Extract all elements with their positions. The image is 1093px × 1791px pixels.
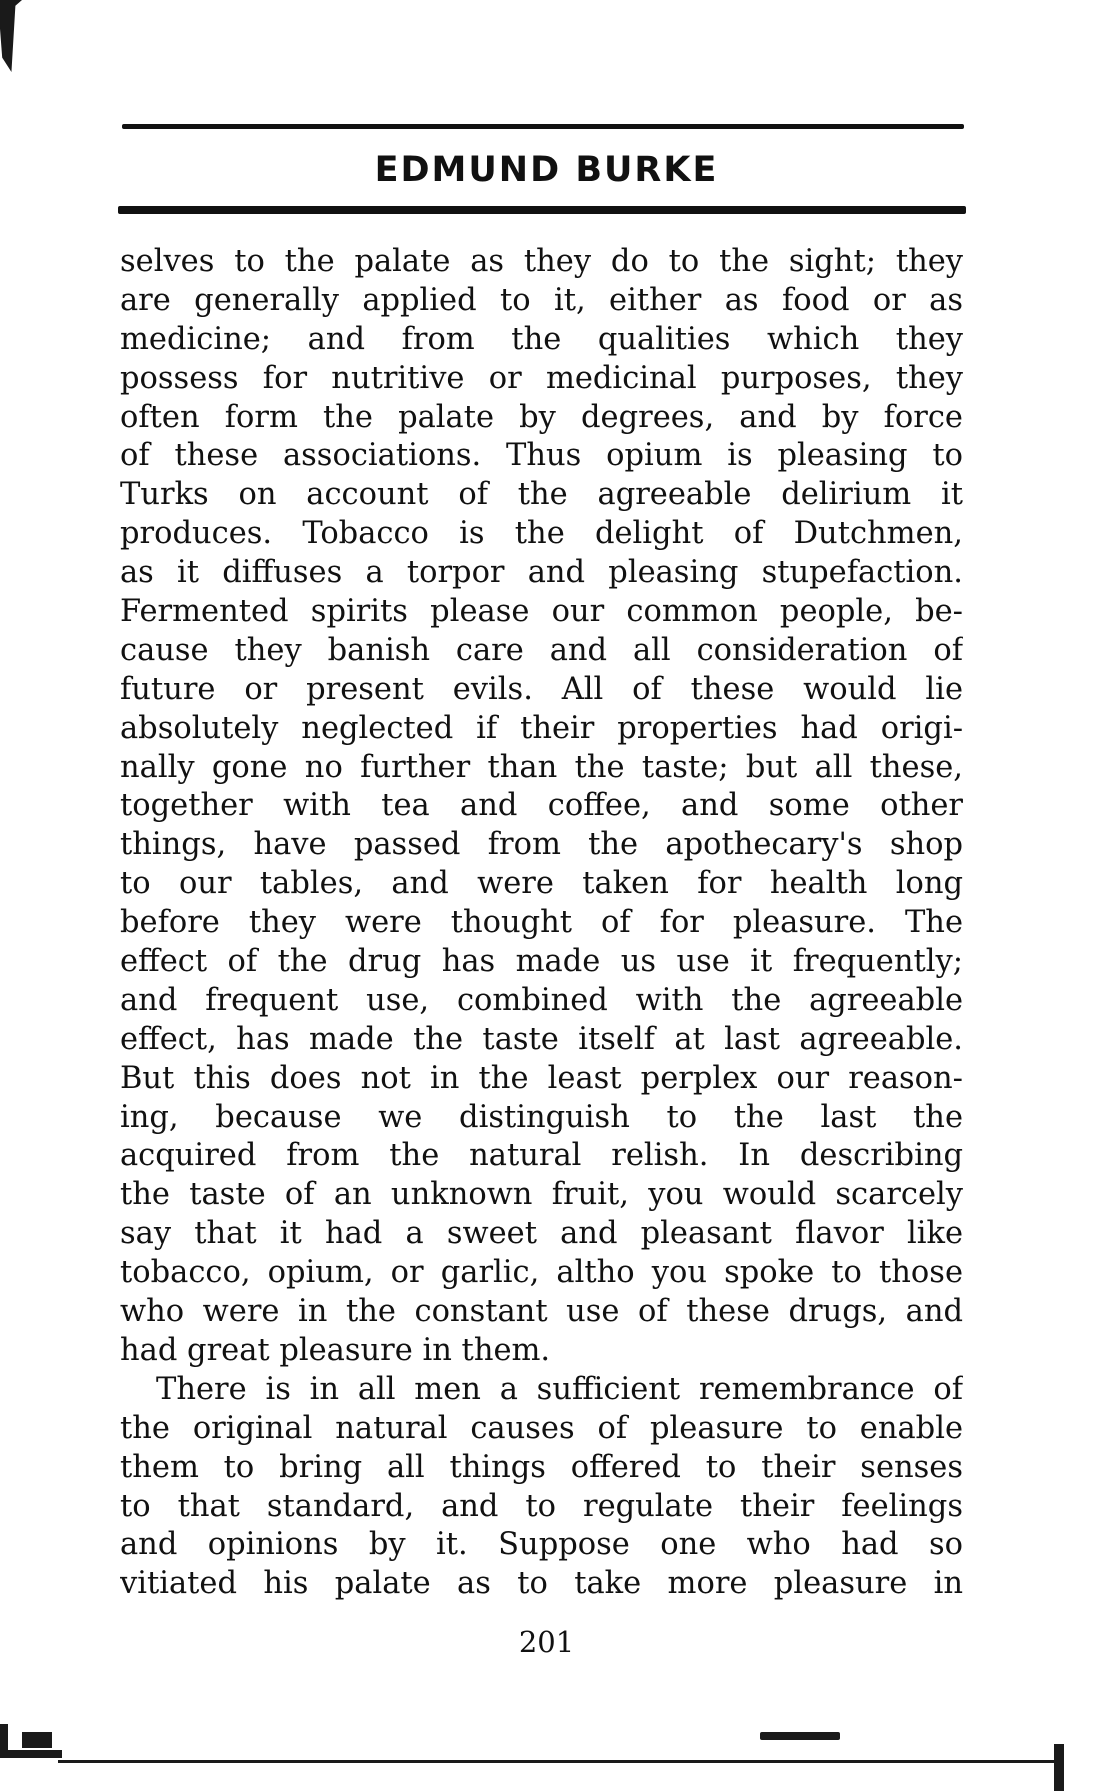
text-line: effect, has made the taste itself at last agreeable. — [120, 1021, 963, 1057]
scan-bottom-edge — [58, 1760, 1058, 1763]
text-line: medicine; and from the qualities which they — [120, 321, 963, 357]
text-line: future or present evils. All of these would lie — [120, 671, 963, 707]
text-line: say that it had a sweet and pleasant flavor like — [120, 1216, 963, 1252]
text-line: are generally applied to it, either as food or as — [120, 282, 963, 318]
text-line: ing, because we distinguish to the last the — [120, 1099, 963, 1135]
text-line: Fermented spirits please our common people, be- — [120, 594, 963, 630]
text-line: and opinions by it. Suppose one who had so — [120, 1527, 963, 1563]
text-line: before they were thought of for pleasure. The — [120, 905, 963, 941]
header-rule-bottom — [118, 206, 966, 214]
text-line: who were in the constant use of these drugs, and — [120, 1294, 963, 1330]
text-line: together with tea and coffee, and some other — [120, 788, 963, 824]
text-line: the taste of an unknown fruit, you would scarcely — [120, 1177, 963, 1213]
text-line: of these associations. Thus opium is pleasing to — [120, 438, 963, 474]
scan-corner-mark-right — [1054, 1744, 1064, 1791]
body-text — [120, 243, 963, 1604]
text-line: to our tables, and were taken for health long — [120, 866, 963, 902]
text-line: possess for nutritive or medicinal purposes, they — [120, 360, 963, 396]
scan-corner-mark-bottom — [0, 1724, 62, 1758]
page-number: 201 — [518, 1625, 575, 1659]
text-line: selves to the palate as they do to the sight; they — [120, 244, 963, 279]
paragraph-end-line: had great pleasure in them. — [120, 1332, 551, 1368]
scan-smudge — [760, 1732, 840, 1740]
scan-corner-mark — [0, 0, 22, 72]
text-line: produces. Tobacco is the delight of Dutchmen, — [120, 516, 963, 552]
text-line: tobacco, opium, or garlic, altho you spoke to those — [120, 1255, 963, 1291]
text-line: Turks on account of the agreeable delirium it — [120, 477, 963, 513]
header-rule-top — [122, 124, 964, 129]
text-line: effect of the drug has made us use it frequently; — [120, 944, 963, 980]
text-line: But this does not in the least perplex our reason- — [120, 1060, 963, 1096]
text-line: vitiated his palate as to take more pleasure in — [120, 1566, 963, 1602]
text-line: and frequent use, combined with the agreeable — [120, 982, 963, 1018]
paragraph-start-line: There is in all men a sufficient remembrance of — [156, 1371, 963, 1407]
text-line: as it diffuses a torpor and pleasing stupefaction. — [120, 555, 963, 591]
text-line: them to bring all things offered to their senses — [120, 1449, 963, 1485]
text-line: things, have passed from the apothecary's shop — [120, 827, 963, 863]
text-line: nally gone no further than the taste; but all these, — [120, 749, 963, 785]
text-line: often form the palate by degrees, and by force — [120, 399, 963, 435]
text-line: cause they banish care and all consideration of — [120, 632, 963, 668]
text-line: absolutely neglected if their properties had origi- — [120, 710, 963, 746]
text-line: to that standard, and to regulate their feelings — [120, 1488, 963, 1524]
running-head: EDMUND BURKE — [374, 150, 719, 190]
text-line: the original natural causes of pleasure to enable — [120, 1410, 963, 1446]
text-line: acquired from the natural relish. In describing — [120, 1138, 963, 1174]
